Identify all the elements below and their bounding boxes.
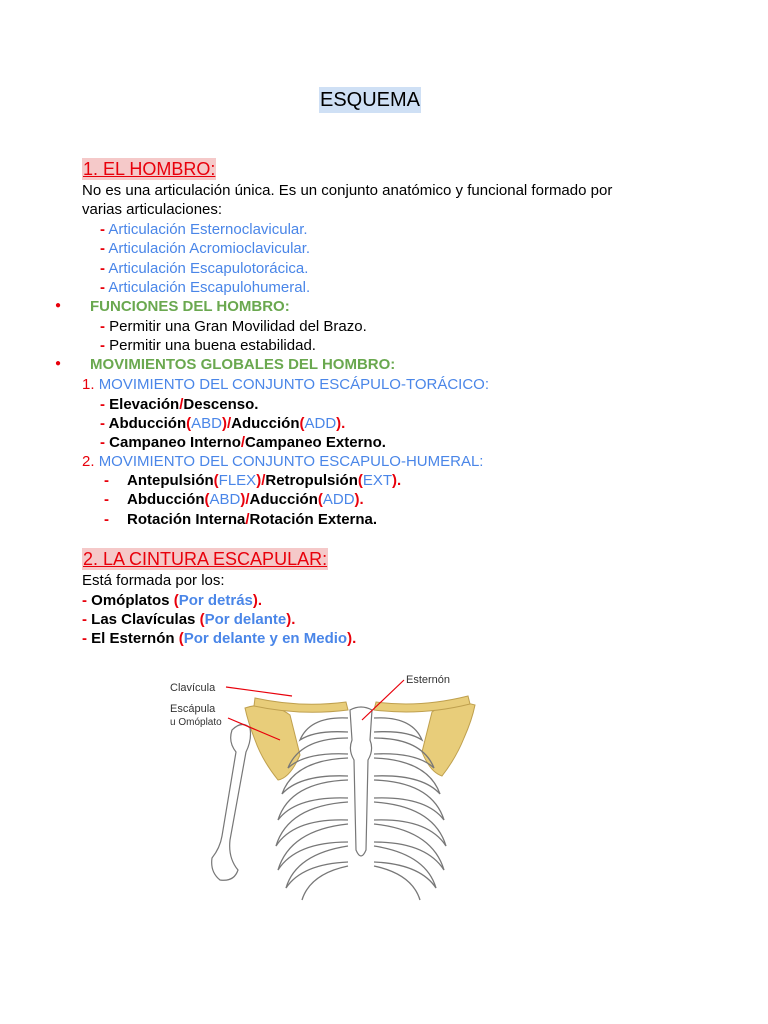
paren: ( <box>186 415 192 432</box>
abbreviation: ADD <box>304 415 337 432</box>
section-heading-hombro: 1. EL HOMBRO: <box>83 159 216 179</box>
list-dash: - <box>104 472 109 489</box>
funcion-text: Permitir una buena estabilidad. <box>109 337 316 354</box>
bone-position: Por delante y en Medio <box>183 630 348 647</box>
label-clavicula: Clavícula <box>170 682 216 694</box>
paren: ( <box>299 415 305 432</box>
paren: ) <box>240 491 246 508</box>
group-title: MOVIMIENTO DEL CONJUNTO ESCAPULO-HUMERAL: <box>98 453 484 470</box>
movement-group-2-title <box>82 452 483 471</box>
period: . <box>341 415 346 432</box>
movement-term: Campaneo Interno <box>109 434 241 451</box>
paren: ( <box>317 491 323 508</box>
list-dash: - <box>100 434 105 451</box>
period: . <box>352 630 357 647</box>
separator: / <box>179 396 184 413</box>
movement-term: Descenso. <box>183 396 259 413</box>
cintura-intro: Está formada por los: <box>82 572 225 589</box>
separator: / <box>226 415 232 432</box>
abbreviation: EXT <box>362 472 393 489</box>
movement-term: Abducción <box>108 415 187 432</box>
paren: ) <box>252 592 258 609</box>
movement-item <box>104 490 364 509</box>
period: . <box>359 491 364 508</box>
group-number: 1. <box>82 376 95 393</box>
joint-list-item <box>100 259 308 278</box>
bone-position: Por detrás <box>178 592 253 609</box>
separator: / <box>261 472 266 489</box>
paren: ( <box>357 472 363 489</box>
joint-name: Articulación Escapulotorácica. <box>108 260 309 277</box>
movement-item <box>104 510 377 529</box>
figure-labels <box>170 674 450 728</box>
movement-term: Abducción <box>127 491 205 508</box>
joint-name: Articulación Escapulohumeral. <box>108 279 311 296</box>
movimientos-heading: MOVIMIENTOS GLOBALES DEL HOMBRO: <box>90 356 396 373</box>
movement-term: Antepulsión <box>127 472 214 489</box>
funcion-item <box>100 317 367 336</box>
paren: ) <box>354 491 360 508</box>
funcion-item <box>100 336 316 355</box>
list-dash: - <box>82 630 87 647</box>
list-dash: - <box>100 279 105 296</box>
list-dash: - <box>100 240 105 257</box>
paren: ) <box>347 630 353 647</box>
separator: / <box>245 491 250 508</box>
paren: ( <box>204 491 210 508</box>
label-omoplato: u Omóplato <box>170 717 222 728</box>
list-dash: - <box>100 318 105 335</box>
movement-term: Rotación Externa. <box>249 511 378 528</box>
label-escapula: Escápula <box>170 703 216 715</box>
movement-term: Retropulsión <box>265 472 358 489</box>
section-heading-cintura: 2. LA CINTURA ESCAPULAR: <box>83 549 328 569</box>
movement-term: Aducción <box>231 415 300 432</box>
group-number: 2. <box>82 453 95 470</box>
list-dash: - <box>82 592 87 609</box>
intro-text-line-2: varias articulaciones: <box>82 201 223 218</box>
abbreviation: ABD <box>191 415 222 432</box>
bullet-icon: ● <box>55 358 62 369</box>
paren: ) <box>221 415 227 432</box>
movement-item <box>100 395 258 414</box>
paren: ( <box>173 592 179 609</box>
paren: ) <box>392 472 398 489</box>
abbreviation: FLEX <box>218 472 257 489</box>
separator: / <box>245 511 250 528</box>
paren: ( <box>213 472 219 489</box>
group-title: MOVIMIENTO DEL CONJUNTO ESCÁPULO-TORÁCICO: <box>98 376 490 393</box>
list-dash: - <box>104 491 109 508</box>
period: . <box>397 472 402 489</box>
separator: / <box>240 434 246 451</box>
cintura-item <box>82 591 262 610</box>
movement-term: Elevación <box>109 396 180 413</box>
movement-item <box>104 471 401 490</box>
list-dash: - <box>100 396 105 413</box>
cintura-item <box>82 610 295 629</box>
movement-term: Aducción <box>249 491 318 508</box>
funciones-heading: FUNCIONES DEL HOMBRO: <box>90 298 290 315</box>
joint-list-item <box>100 220 308 239</box>
paren: ) <box>286 611 292 628</box>
bone-name: Las Clavículas <box>91 611 196 628</box>
paren: ) <box>256 472 262 489</box>
paren: ( <box>199 611 205 628</box>
intro-text-line-1: No es una articulación única. Es un conjunto anatómico y funcional formado por <box>82 182 613 199</box>
humerus-bone <box>212 724 251 880</box>
left-scapula <box>245 705 300 780</box>
movement-item <box>100 414 345 433</box>
movement-item <box>100 433 386 452</box>
page-title: ESQUEMA <box>320 89 421 111</box>
movement-term: Rotación Interna <box>127 511 246 528</box>
joint-name: Articulación Esternoclavicular. <box>108 221 308 238</box>
cintura-item <box>82 629 356 648</box>
list-dash: - <box>104 511 109 528</box>
list-dash: - <box>100 221 105 238</box>
label-esternon: Esternón <box>406 674 451 686</box>
paren: ( <box>178 630 184 647</box>
joint-name: Articulación Acromioclavicular. <box>108 240 311 257</box>
thorax-skeleton-figure <box>150 660 490 910</box>
period: . <box>291 611 296 628</box>
funcion-text: Permitir una Gran Movilidad del Brazo. <box>109 318 367 335</box>
list-dash: - <box>100 337 105 354</box>
paren: ) <box>336 415 342 432</box>
movement-term: Campaneo Externo. <box>245 434 386 451</box>
joint-list-item <box>100 278 310 297</box>
list-dash: - <box>100 260 105 277</box>
joint-list-item <box>100 239 310 258</box>
bone-position: Por delante <box>204 611 287 628</box>
list-dash: - <box>100 415 105 432</box>
abbreviation: ABD <box>209 491 241 508</box>
list-dash: - <box>82 611 87 628</box>
bone-name: El Esternón <box>91 630 175 647</box>
bullet-icon: ● <box>55 300 62 311</box>
abbreviation: ADD <box>322 491 355 508</box>
movement-group-1-title <box>82 375 489 394</box>
period: . <box>257 592 263 609</box>
bone-name: Omóplatos <box>91 592 170 609</box>
sternum-bone <box>350 707 372 856</box>
